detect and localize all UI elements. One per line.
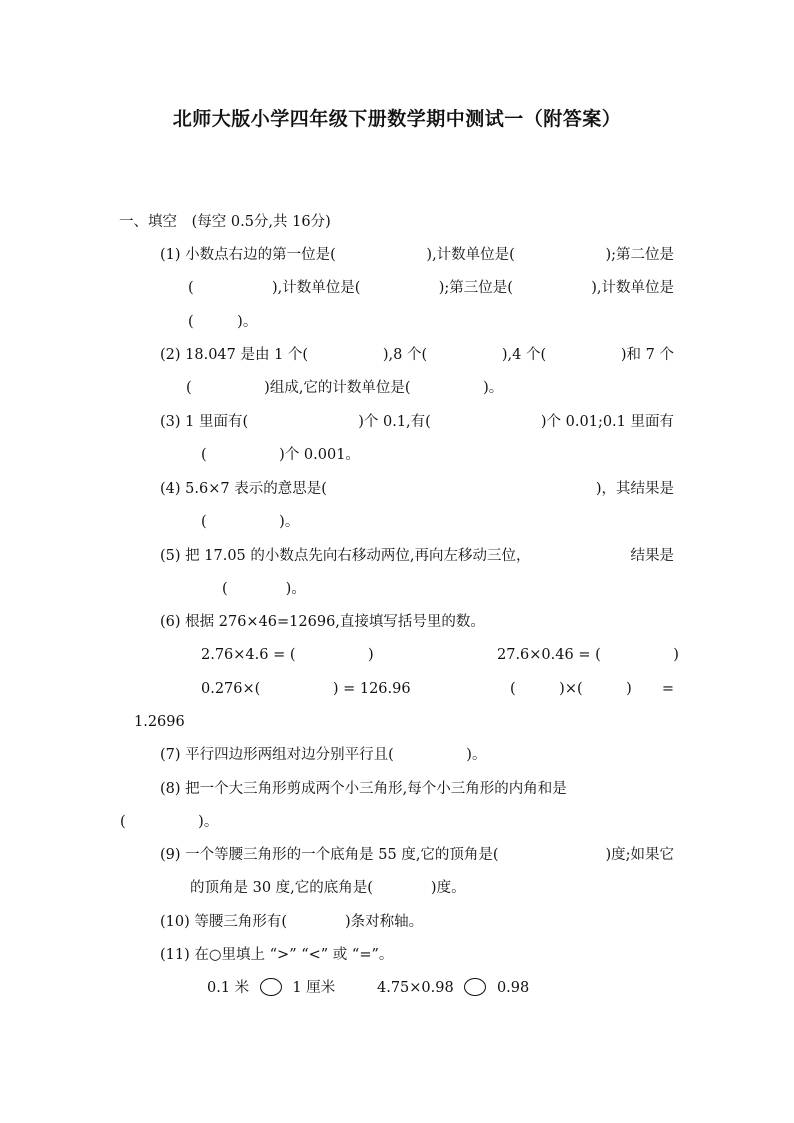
question-6-item-d-result: 1.2696 <box>134 714 185 730</box>
section-number-title: 一、填空 <box>119 214 177 230</box>
question-11-item-a: 0.1 米 1 厘米 <box>207 980 336 996</box>
section-heading <box>119 212 331 232</box>
question-8-line-2: ( )。 <box>120 814 219 830</box>
question-11-item-b: 4.75×0.98 0.98 <box>377 980 530 996</box>
question-2-line-2: ( )组成,它的计数单位是( )。 <box>186 380 504 396</box>
question-3-line-1: (3) 1 里面有( )个 0.1,有( )个 0.01;0.1 里面有 <box>160 414 674 430</box>
question-8-line-1: (8) 把一个大三角形剪成两个小三角形,每个小三角形的内角和是 <box>160 781 567 797</box>
question-5-line-1: (5) 把 17.05 的小数点先向右移动两位,再向左移动三位， 结果是 <box>160 548 674 564</box>
question-9-line-2: 的顶角是 30 度,它的底角是( )度。 <box>190 880 466 896</box>
question-3-line-2: ( )个 0.001。 <box>201 447 360 463</box>
question-6-item-d: ( )×( ) = <box>510 681 674 697</box>
question-9-line-1: (9) 一个等腰三角形的一个底角是 55 度,它的顶角是( )度;如果它 <box>160 847 674 863</box>
question-6-item-a: 2.76×4.6 = ( ) <box>201 647 374 663</box>
question-4-line-2: ( )。 <box>201 514 300 530</box>
question-2-line-1: (2) 18.047 是由 1 个( ),8 个( ),4 个( )和 7 个 <box>160 347 674 363</box>
question-4-line-1: (4) 5.6×7 表示的意思是( )，其结果是 <box>160 481 674 497</box>
question-1-line-2: ( ),计数单位是( );第三位是( ),计数单位是 <box>188 280 674 296</box>
compare-circle-a[interactable] <box>260 978 282 996</box>
question-7-line-1: (7) 平行四边形两组对边分别平行且( )。 <box>160 747 487 763</box>
compare-circle-b[interactable] <box>464 978 486 996</box>
question-10-line-1: (10) 等腰三角形有( )条对称轴。 <box>160 914 424 930</box>
question-6-line-1: (6) 根据 276×46=12696,直接填写括号里的数。 <box>160 614 485 630</box>
page-title: 北师大版小学四年级下册数学期中测试一（附答案） <box>172 108 622 130</box>
section-score-note: (每空 0.5分,共 16分) <box>191 214 331 230</box>
question-1-line-1: (1) 小数点右边的第一位是( ),计数单位是( );第二位是 <box>160 247 674 263</box>
question-5-line-2: ( )。 <box>222 581 306 597</box>
question-1-line-3: ( )。 <box>188 314 258 330</box>
question-11-line-1: (11) 在○里填上 “>” “<” 或 “=”。 <box>160 947 394 963</box>
question-6-item-b: 27.6×0.46 = ( ) <box>497 647 679 663</box>
question-6-item-c: 0.276×( ) = 126.96 <box>201 681 411 697</box>
